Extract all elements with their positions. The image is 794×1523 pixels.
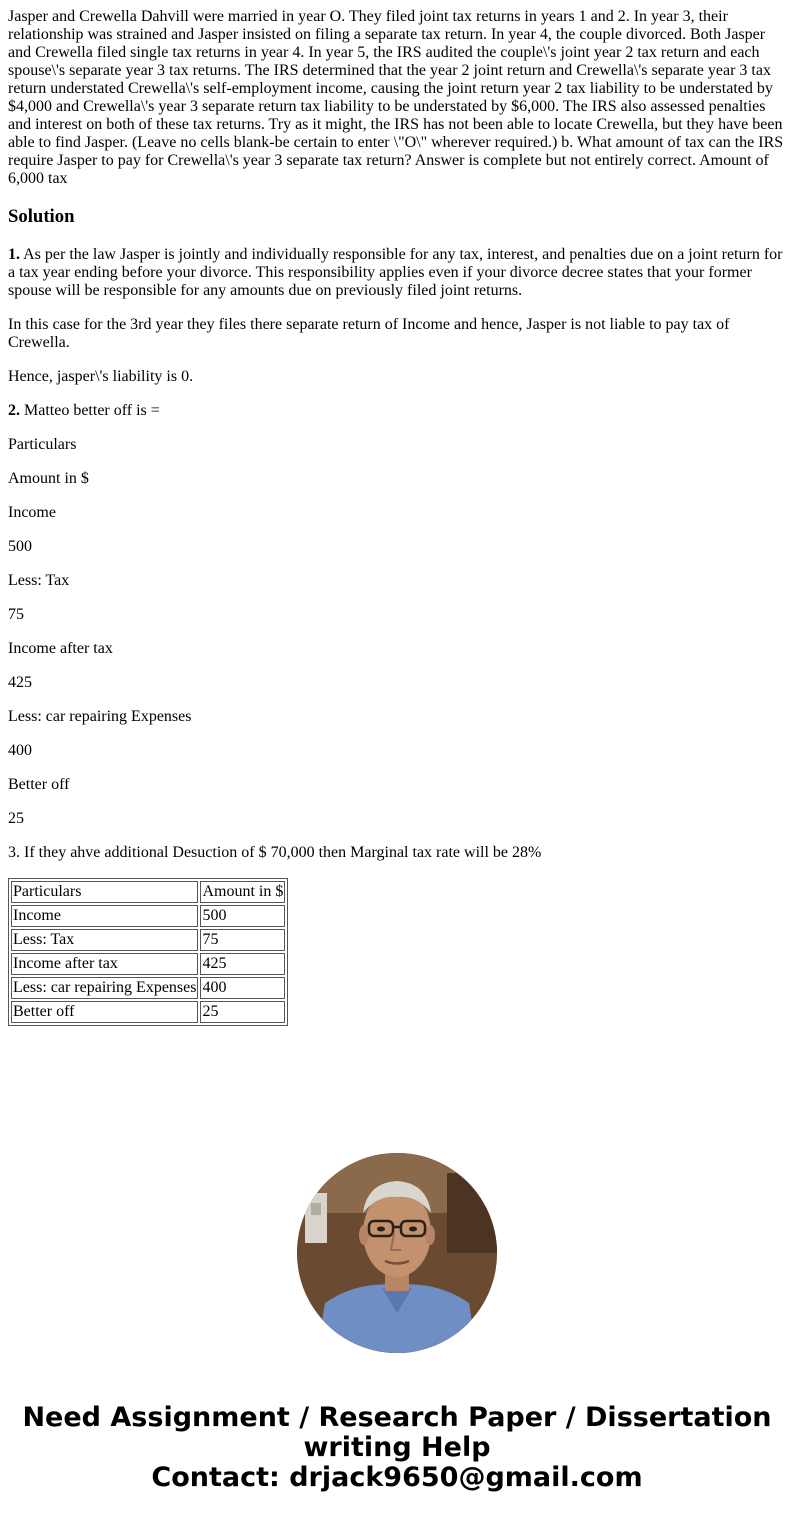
- point-3: 3. If they ahve additional Desuction of $ 70,000 then Marginal tax rate will be 28%: [8, 844, 542, 861]
- table-row: [11, 881, 285, 903]
- line-better-off: Better off: [8, 776, 70, 793]
- table-row: [11, 905, 285, 927]
- avatar: [297, 1153, 497, 1353]
- promo-text: [0, 1403, 794, 1493]
- line-better-off-value: 25: [8, 810, 24, 827]
- table-cell: Income: [11, 905, 198, 927]
- point-1-text: As per the law Jasper is jointly and individually responsible for any tax, interest, and penalties due on a joint return for a tax year ending before your divorce. This responsibility applies even if your divorce decree states that your former spouse will be responsible for any amounts due on previously filed joint returns.: [8, 246, 783, 299]
- summary-table: [8, 878, 288, 1026]
- table-cell: Income after tax: [11, 953, 198, 975]
- question-text: Jasper and Crewella Dahvill were married in year O. They filed joint tax returns in years 1 and 2. In year 3, their relationship was strained and Jasper insisted on filing a separate tax return. In year 4, the couple divorced. Both Jasper and Crewella filed single tax returns in year 4. In year 5, the IRS audited the couple\'s joint year 2 tax return and each spouse\'s separate year 3 tax returns. The IRS determined that the year 2 joint return and Crewella\'s separate year 3 tax return understated Crewella\'s self-employment income, causing the joint return year 2 tax liability to be understated by $4,000 and Crewella\'s year 3 separate return tax liability to be understated by $6,000. The IRS also assessed penalties and interest on both of these tax returns. Try as it might, the IRS has not been able to locate Crewella, but they have been able to find Jasper. (Leave no cells blank-be certain to enter \"O\" wherever required.) b. What amount of tax can the IRS require Jasper to pay for Crewella\'s year 3 separate tax return? Answer is complete but not entirely correct. Amount of 6,000 tax: [8, 8, 784, 187]
- table-cell: Particulars: [11, 881, 198, 903]
- table-cell: 400: [200, 977, 285, 999]
- promo-section: [0, 1153, 794, 1493]
- promo-line-2: writing Help: [303, 1432, 491, 1463]
- table-row: [11, 1001, 285, 1023]
- avatar-photo: [297, 1153, 497, 1353]
- point-2-number: 2.: [8, 402, 20, 419]
- line-car-expenses: Less: car repairing Expenses: [8, 708, 192, 725]
- line-income-after-tax-value: 425: [8, 674, 32, 691]
- table-cell: 25: [200, 1001, 285, 1023]
- case-paragraph: In this case for the 3rd year they files there separate return of Income and hence, Jasper is not liable to pay tax of Crewella.: [8, 316, 730, 351]
- point-1-number: 1.: [8, 246, 20, 263]
- table-cell: Less: car repairing Expenses: [11, 977, 198, 999]
- table-row: [11, 953, 285, 975]
- line-less-tax: Less: Tax: [8, 572, 70, 589]
- table-row: [11, 977, 285, 999]
- point-2: [8, 402, 786, 420]
- table-cell: Better off: [11, 1001, 198, 1023]
- promo-line-1: Need Assignment / Research Paper / Dissertation: [22, 1402, 772, 1433]
- table-row: [11, 929, 285, 951]
- line-particulars: Particulars: [8, 436, 77, 453]
- table-cell: Less: Tax: [11, 929, 198, 951]
- table-cell: 500: [200, 905, 285, 927]
- line-less-tax-value: 75: [8, 606, 24, 623]
- table-cell: 425: [200, 953, 285, 975]
- table-cell: 75: [200, 929, 285, 951]
- table-cell: Amount in $: [200, 881, 285, 903]
- point-1: [8, 246, 786, 300]
- line-income-value: 500: [8, 538, 32, 555]
- line-amount-header: Amount in $: [8, 470, 89, 487]
- promo-contact: Contact: drjack9650@gmail.com: [151, 1462, 643, 1493]
- line-income: Income: [8, 504, 56, 521]
- solution-heading: Solution: [8, 206, 75, 227]
- line-car-expenses-value: 400: [8, 742, 32, 759]
- line-income-after-tax: Income after tax: [8, 640, 113, 657]
- liability-paragraph: Hence, jasper\'s liability is 0.: [8, 368, 194, 385]
- point-2-text: Matteo better off is =: [20, 402, 160, 419]
